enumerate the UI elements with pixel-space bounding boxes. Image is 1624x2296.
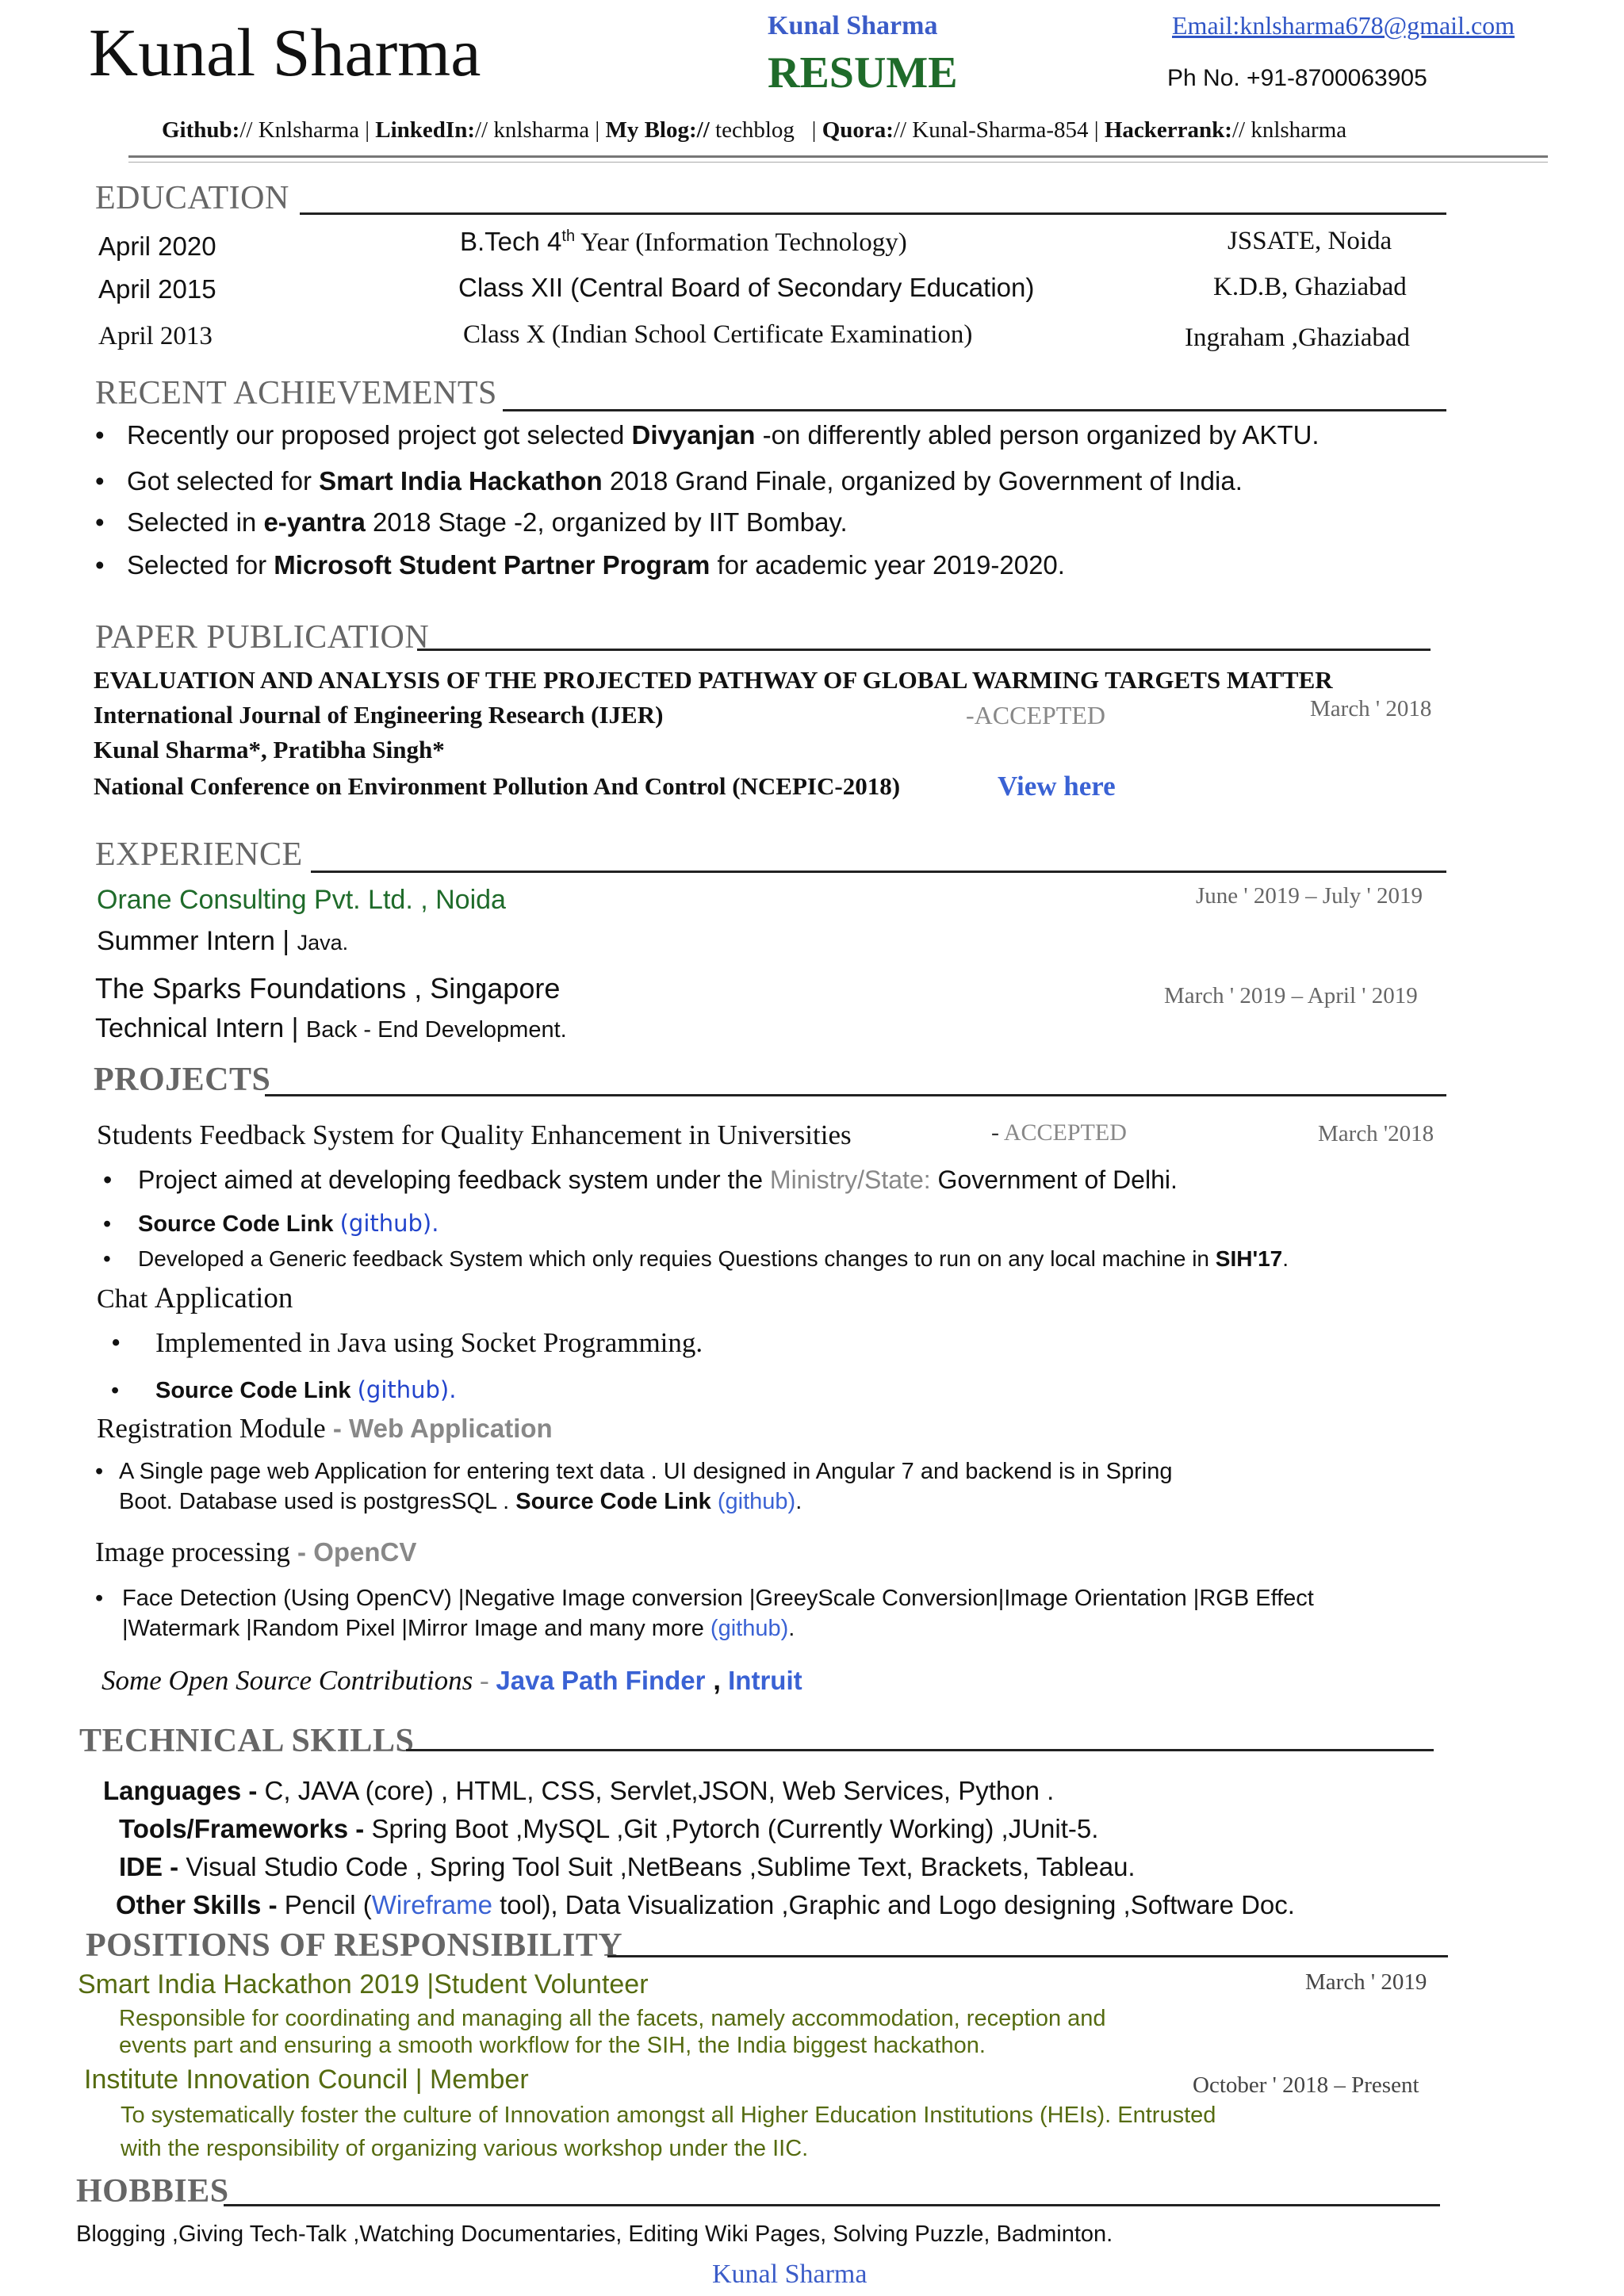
project-description: • Face Detection (Using OpenCV) |Negative Image conversion |GreeyScale Conversion|Image Orientation |RGB Effect [95,1586,1314,1611]
profile-links-row [162,117,1346,144]
linkedin-label: LinkedIn: [375,117,475,143]
projects-rule [265,1094,1446,1096]
hackerrank-label: Hackerrank: [1104,117,1232,143]
experience-company: The Sparks Foundations , Singapore [95,972,561,1004]
paper-heading: PAPER PUBLICATION [95,619,430,656]
experience-heading: EXPERIENCE [95,836,303,873]
project-title: Registration Module - Web Application [97,1413,553,1444]
experience-date: March ' 2019 – April ' 2019 [1164,983,1418,1008]
paper-status: -ACCEPTED [966,701,1105,729]
paper-date: March ' 2018 [1310,696,1432,721]
project-bullet: • Source Code Link (github). [103,1210,439,1237]
github-source-link[interactable]: (github). [339,1210,439,1237]
separator: | [1088,117,1105,143]
paper-rule [417,649,1431,651]
project-bullet: • Source Code Link (github). [111,1376,457,1403]
resume-title: RESUME [768,48,958,98]
achievement-item: • Selected in e-yantra 2018 Stage -2, organized by IIT Bombay. [95,507,848,537]
header-divider [128,155,1548,158]
position-description: events part and ensuring a smooth workflow for the SIH, the India biggest hackathon. [119,2033,986,2058]
project-status: - ACCEPTED [991,1119,1127,1146]
github-label: Github: [162,117,240,143]
achievements-heading: RECENT ACHIEVEMENTS [95,375,497,411]
position-description: Responsible for coordinating and managing all the facets, namely accommodation, reception and [119,2006,1106,2031]
education-degree: Class X (Indian School Certificate Examination) [463,320,973,349]
skill-row: Other Skills - Pencil (Wireframe tool), Data Visualization ,Graphic and Logo designing ,Software Doc. [116,1890,1295,1919]
java-path-finder-link[interactable]: Java Path Finder [496,1666,706,1695]
achievements-rule [503,409,1446,411]
quora-link[interactable]: // Kunal-Sharma-854 [893,117,1089,143]
footer-name: Kunal Sharma [712,2260,868,2289]
responsibility-rule [607,1955,1448,1957]
separator: | [358,117,376,143]
skill-row: Languages - C, JAVA (core) , HTML, CSS, Servlet,JSON, Web Services, Python . [103,1776,1055,1805]
education-date: April 2015 [98,274,216,304]
email-link[interactable]: Email:knlsharma678@gmail.com [1172,11,1515,40]
github-source-link[interactable]: (github) [710,1616,789,1641]
project-bullet: • Project aimed at developing feedback system under the Ministry/State: Government of Delhi. [103,1165,1178,1194]
education-institution: K.D.B, Ghaziabad [1213,273,1407,301]
position-date: March ' 2019 [1305,1969,1427,1995]
achievement-item: • Selected for Microsoft Student Partner Program for academic year 2019-2020. [95,550,1065,580]
education-rule [300,212,1446,215]
experience-rule [311,871,1446,873]
education-heading: EDUCATION [95,180,289,216]
blog-link[interactable]: techblog [709,117,795,143]
education-degree: Class XII (Central Board of Secondary Education) [458,273,1035,302]
paper-title: EVALUATION AND ANALYSIS OF THE PROJECTED PATHWAY OF GLOBAL WARMING TARGETS MATTER [94,666,1333,694]
project-description: |Watermark |Random Pixel |Mirror Image and many more (github). [122,1616,795,1641]
project-description: • A Single page web Application for entering text data . UI designed in Angular 7 and backend is in Spring [95,1459,1173,1484]
hobbies-rule [224,2204,1440,2206]
separator: | [806,117,822,143]
hobbies-heading: HOBBIES [76,2173,229,2210]
position-description: with the responsibility of organizing various workshop under the IIC. [121,2136,809,2161]
project-title: Chat Application [97,1282,293,1314]
skills-rule [406,1749,1434,1751]
github-link[interactable]: // Knlsharma [239,117,359,143]
project-title: Image processing - OpenCV [95,1536,417,1567]
header-divider-thin [128,162,1548,163]
skill-row: IDE - Visual Studio Code , Spring Tool Suit ,NetBeans ,Sublime Text, Brackets, Tableau. [119,1852,1136,1881]
hobbies-text: Blogging ,Giving Tech-Talk ,Watching Documentaries, Editing Wiki Pages, Solving Puzzle, Badminton. [76,2221,1113,2247]
position-date: October ' 2018 – Present [1193,2072,1419,2098]
open-source-contributions: Some Open Source Contributions - Java Path Finder , Intruit [102,1665,802,1696]
achievement-item: • Recently our proposed project got selected Divyanjan -on differently abled person organized by AKTU. [95,420,1320,450]
education-date: April 2013 [98,322,213,350]
github-source-link[interactable]: (github) [717,1489,796,1514]
project-description: Boot. Database used is postgresSQL . Source Code Link (github). [119,1489,802,1514]
experience-company: Orane Consulting Pvt. Ltd. , Noida [97,885,506,915]
position-title: Smart India Hackathon 2019 |Student Volunteer [78,1969,649,1999]
education-institution: JSSATE, Noida [1228,227,1392,255]
paper-conference: National Conference on Environment Pollution And Control (NCEPIC-2018) [94,772,901,800]
achievement-item: • Got selected for Smart India Hackathon 2018 Grand Finale, organized by Government of India. [95,466,1243,496]
skills-heading: TECHNICAL SKILLS [79,1723,415,1759]
project-bullet: • Implemented in Java using Socket Programming. [111,1327,703,1358]
skill-row: Tools/Frameworks - Spring Boot ,MySQL ,Git ,Pytorch (Currently Working) ,JUnit-5. [119,1814,1099,1843]
project-bullet: • Developed a Generic feedback System which only requies Questions changes to run on any local machine in SIH'17. [103,1246,1289,1271]
view-paper-link[interactable]: View here [998,771,1116,802]
blog-label: My Blog:// [605,117,710,143]
resume-name: Kunal Sharma [89,14,481,90]
quora-label: Quora: [822,117,894,143]
experience-role: Technical Intern | Back - End Development. [95,1013,567,1043]
phone-number: Ph No. +91-8700063905 [1167,65,1427,91]
education-institution: Ingraham ,Ghaziabad [1185,323,1411,352]
project-date: March '2018 [1318,1121,1434,1146]
paper-journal: International Journal of Engineering Research (IJER) [94,701,664,729]
projects-heading: PROJECTS [94,1062,271,1098]
github-source-link[interactable]: (github). [357,1376,457,1403]
education-date: April 2020 [98,232,216,261]
hackerrank-link[interactable]: // knlsharma [1231,117,1347,143]
position-description: To systematically foster the culture of Innovation amongst all Higher Education Institutions (HEIs). Entrusted [121,2103,1216,2128]
education-degree: B.Tech 4th Year (Information Technology) [460,227,907,257]
intruit-link[interactable]: Intruit [720,1666,802,1695]
experience-date: June ' 2019 – July ' 2019 [1196,883,1423,909]
separator: | [589,117,606,143]
header-small-name: Kunal Sharma [768,11,938,40]
experience-role: Summer Intern | Java. [97,926,349,956]
responsibility-heading: POSITIONS OF RESPONSIBILITY [86,1927,623,1964]
paper-authors: Kunal Sharma*, Pratibha Singh* [94,736,445,763]
project-title: Students Feedback System for Quality Enhancement in Universities [97,1119,852,1150]
linkedin-link[interactable]: // knlsharma [474,117,590,143]
position-title: Institute Innovation Council | Member [84,2064,529,2095]
